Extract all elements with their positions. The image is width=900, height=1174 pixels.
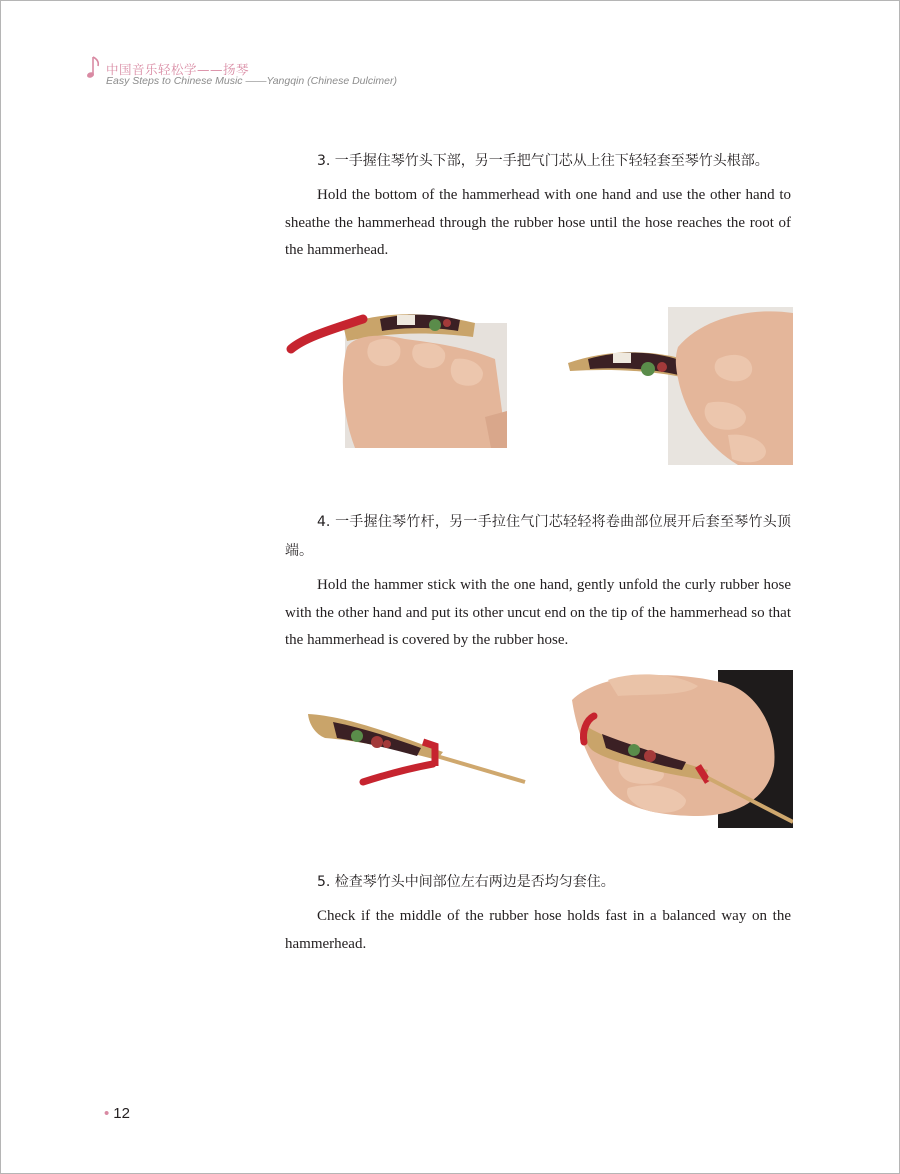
step-4-text-en: Hold the hammer stick with the one hand, gently unfold the curly rubber hose with the other hand and put its other uncut end on the tip of the hammerhead so that the hammerhead is covered by the rubber hose. [285, 577, 791, 648]
step-3-text-cn: 3. 一手握住琴竹头下部，另一手把气门芯从上往下轻轻套至琴竹头根部。 [317, 153, 769, 169]
step-4 [285, 508, 791, 655]
step-5-text-cn: 5. 检查琴竹头中间部位左右两边是否均匀套住。 [317, 874, 615, 890]
step-5-text-en: Check if the middle of the rubber hose holds fast in a balanced way on the hammerhead. [285, 908, 791, 952]
step-3 [285, 147, 791, 265]
header-title-en: Easy Steps to Chinese Music ——Yangqin (Chinese Dulcimer) [106, 75, 398, 87]
photo-hold-hammerhead-bottom [285, 307, 507, 448]
photo-unfold-hose [303, 700, 528, 795]
page-number [104, 1105, 130, 1122]
page-number-dot: • [104, 1105, 110, 1122]
step-4-text-cn: 4. 一手握住琴竹杆，另一手拉住气门芯轻轻将卷曲部位展开后套至琴竹头顶端。 [285, 514, 791, 559]
photo-hose-at-root [568, 307, 793, 465]
photo-hose-covers-hammerhead [568, 670, 793, 828]
page-number-value: 12 [113, 1105, 130, 1122]
header-title-cn: 中国音乐轻松学——扬琴 [106, 62, 250, 77]
step-3-text-en: Hold the bottom of the hammerhead with one hand and use the other hand to sheathe the hammerhead through the rubber hose until the hose reaches the root of the hammerhead. [285, 187, 791, 258]
music-note-icon [86, 54, 106, 84]
step-5 [285, 868, 791, 958]
